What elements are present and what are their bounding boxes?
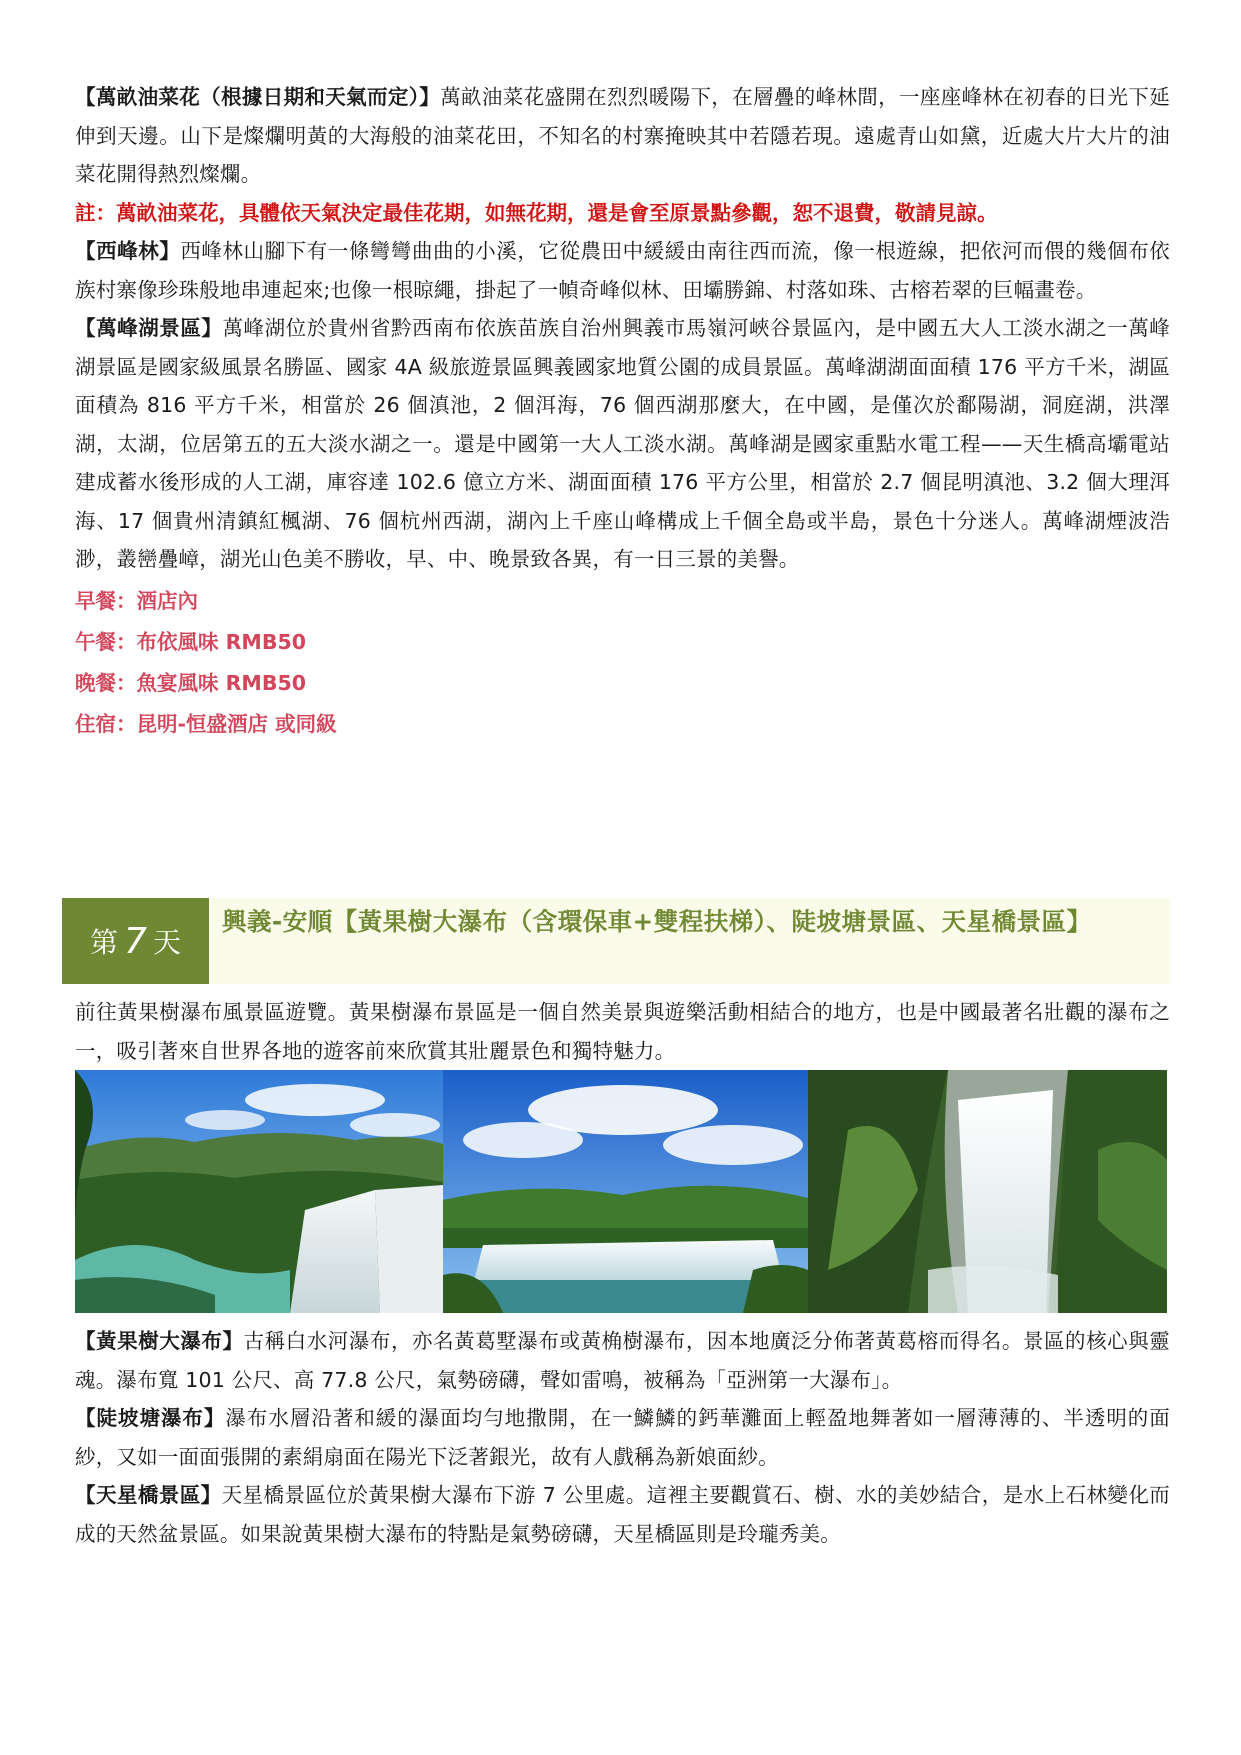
wanfeng-paragraph (75, 309, 1170, 579)
day-header (62, 898, 1170, 984)
huangguoshu-heading: 【黃果樹大瀑布】 (75, 1329, 244, 1353)
huangguoshu-waterfall-photo (75, 1070, 443, 1313)
doupotang-paragraph (75, 1399, 1170, 1476)
tianxing-paragraph (75, 1476, 1170, 1553)
doupotang-waterfall-photo (443, 1070, 808, 1313)
breakfast-info: 早餐：酒店內 (75, 588, 198, 613)
rapeseed-description: 萬畝油菜花盛開在烈烈暖陽下，在層疊的峰林間，一座座峰林在初春的日光下延伸到天邊。山下是燦爛明黃的大海般的油菜花田，不知名的村寨掩映其中若隱若現。遠處青山如黛，近處大片大片的油菜花開得熱烈燦爛。 (75, 85, 1170, 186)
wanfeng-heading: 【萬峰湖景區】 (75, 316, 223, 340)
tianxing-heading: 【天星橋景區】 (75, 1483, 222, 1507)
doupotang-description: 瀑布水層沿著和緩的瀑面均勻地撒開，在一鱗鱗的鈣華灘面上輕盈地舞著如一層薄薄的、半透明的面紗，又如一面面張開的素絹扇面在陽光下泛著銀光，故有人戲稱為新娘面紗。 (75, 1406, 1170, 1469)
tianxing-description: 天星橋景區位於黃果樹大瀑布下游 7 公里處。這裡主要觀賞石、樹、水的美妙結合，是水上石林變化而成的天然盆景區。如果說黃果樹大瀑布的特點是氣勢磅礴，天星橋區則是玲瓏秀美。 (75, 1483, 1170, 1546)
dinner-info: 晚餐：魚宴風味 RMB50 (75, 670, 306, 695)
upper-text-section (75, 78, 1170, 745)
day-number: 7 (124, 920, 147, 962)
day-suffix: 天 (152, 926, 181, 959)
day7-intro-section (75, 993, 1170, 1070)
day7-intro: 前往黃果樹瀑布風景區遊覽。黃果樹瀑布景區是一個自然美景與遊樂活動相結合的地方，也是中國最著名壯觀的瀑布之一，吸引著來自世界各地的遊客前來欣賞其壯麗景色和獨特魅力。 (75, 1000, 1170, 1063)
day-title: 興義-安順【黃果樹大瀑布（含環保車+雙程扶梯）、陡坡塘景區、天星橋景區】 (222, 907, 1092, 936)
doupotang-heading: 【陡坡塘瀑布】 (75, 1406, 226, 1430)
rapeseed-note: 註：萬畝油菜花，具體依天氣決定最佳花期，如無花期，還是會至原景點參觀，恕不退費，敬請見諒。 (75, 200, 998, 225)
hotel-info: 住宿：昆明-恒盛酒店 或同級 (75, 711, 337, 736)
lunch-info: 午餐：布依風味 RMB50 (75, 629, 306, 654)
xifeng-description: 西峰林山腳下有一條彎彎曲曲的小溪，它從農田中緩緩由南往西而流，像一根遊線，把依河而偎的幾個布依族村寨像珍珠般地串連起來;也像一根晾繩，掛起了一幀奇峰似林、田壩勝錦、村落如珠、古榕若翠的巨幅畫卷。 (75, 239, 1170, 302)
meal-list (75, 581, 1170, 745)
tianxingqiao-waterfall-photo (808, 1070, 1167, 1313)
rapeseed-heading: 【萬畝油菜花（根據日期和天氣而定）】 (75, 85, 441, 109)
day7-attractions-section (75, 1322, 1170, 1553)
rapeseed-paragraph (75, 78, 1170, 194)
huangguoshu-description: 古稱白水河瀑布，亦名黃葛墅瀑布或黃桷樹瀑布，因本地廣泛分佈著黃葛榕而得名。景區的核心與靈魂。瀑布寬 101 公尺、高 77.8 公尺，氣勢磅礴，聲如雷鳴，被稱為「亞洲第一大瀑布」。 (75, 1329, 1170, 1392)
xifeng-heading: 【西峰林】 (75, 239, 181, 263)
huangguoshu-paragraph (75, 1322, 1170, 1399)
day-badge (62, 898, 209, 984)
xifeng-paragraph (75, 232, 1170, 309)
wanfeng-description: 萬峰湖位於貴州省黔西南布依族苗族自治州興義市馬嶺河峽谷景區內，是中國五大人工淡水湖之一萬峰湖景區是國家級風景名勝區、國家 4A 級旅遊景區興義國家地質公園的成員景區。萬峰湖湖面面積 176 平方千米，湖區面積為 816 平方千米，相當於 26 個滇池，2 個洱海，76 個西湖那麼大，在中國，是僅次於鄱陽湖，洞庭湖，洪澤湖，太湖，位居第五的五大淡水湖之一。還是中國第一大人工淡水湖。萬峰湖是國家重點水電工程——天生橋高壩電站建成蓄水後形成的人工湖，庫容達 102.6 億立方米、湖面面積 176 平方公里，相當於 2.7 個昆明滇池、3.2 個大理洱海、17 個貴州清鎮紅楓湖、76 個杭州西湖，湖內上千座山峰構成上千個全島或半島，景色十分迷人。萬峰湖煙波浩渺，叢巒疊嶂，湖光山色美不勝收，早、中、晚景致各異，有一日三景的美譽。 (75, 316, 1170, 571)
photo-strip (75, 1070, 1167, 1313)
day-prefix: 第 (90, 926, 119, 959)
